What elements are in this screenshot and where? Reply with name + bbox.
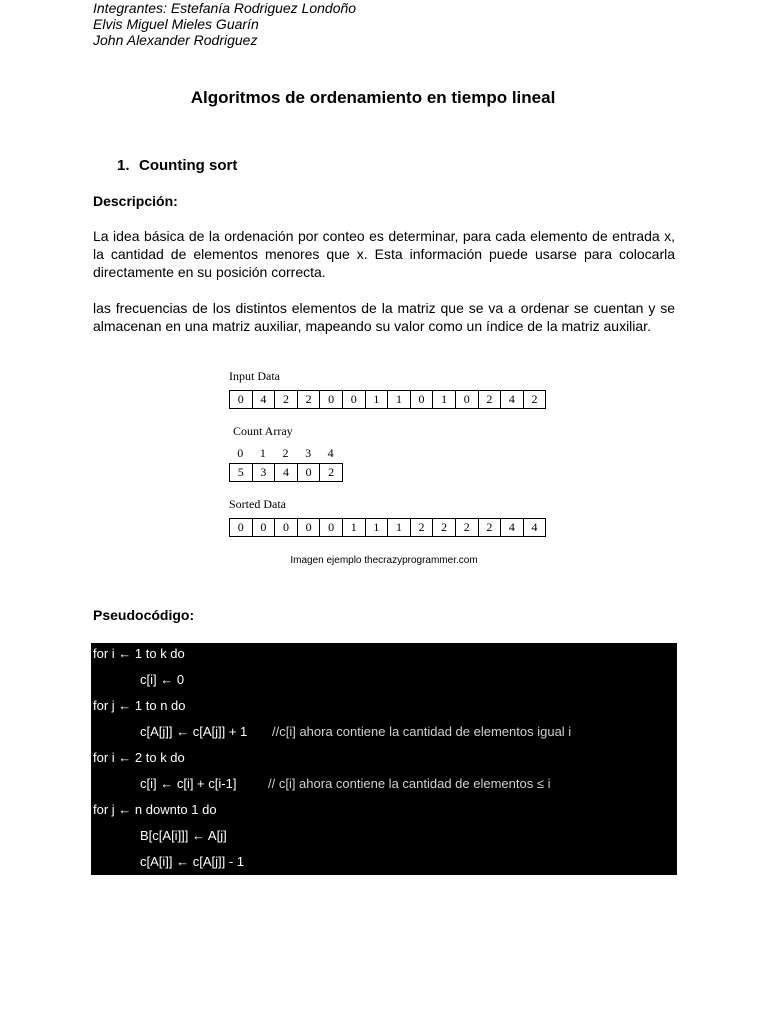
sorted-data-cell: 4 xyxy=(523,518,547,537)
sorted-data-array xyxy=(229,518,546,537)
code-line: c[i] ← c[i] + c[i-1] xyxy=(140,776,237,791)
authors-block xyxy=(93,0,356,48)
count-array xyxy=(229,463,343,482)
input-data-cell: 2 xyxy=(274,390,298,409)
paragraph-line: directamente en su posición correcta. xyxy=(93,264,326,280)
count-index-label: 2 xyxy=(282,446,289,460)
input-data-cell: 0 xyxy=(319,390,343,409)
input-data-cell: 0 xyxy=(342,390,366,409)
description-paragraph-2 xyxy=(93,299,675,335)
count-array-label: Count Array xyxy=(233,424,293,438)
sorted-data-cell: 4 xyxy=(500,518,524,537)
code-line: c[A[j]] ← c[A[j]] + 1 xyxy=(140,724,248,739)
input-data-cell: 0 xyxy=(455,390,479,409)
input-data-cell: 2 xyxy=(523,390,547,409)
sorted-data-cell: 1 xyxy=(365,518,389,537)
code-line: for i ← 1 to k do xyxy=(93,646,185,661)
author-line: Integrantes: Estefanía Rodriguez Londoño xyxy=(93,0,357,16)
input-data-label: Input Data xyxy=(229,369,280,383)
count-array-cell: 2 xyxy=(319,463,343,482)
code-comment: // c[i] ahora contiene la cantidad de elementos ≤ i xyxy=(268,776,551,791)
count-array-cell: 0 xyxy=(297,463,321,482)
sorted-data-cell: 2 xyxy=(432,518,456,537)
paragraph-line: La idea básica de la ordenación por conteo es determinar, para cada elemento de entrada x, xyxy=(93,228,675,244)
code-comment: //c[i] ahora contiene la cantidad de elementos igual i xyxy=(272,724,572,739)
input-data-cell: 1 xyxy=(432,390,456,409)
description-paragraph-1 xyxy=(93,227,675,281)
input-data-cell: 2 xyxy=(297,390,321,409)
sorted-data-cell: 0 xyxy=(319,518,343,537)
sorted-data-cell: 0 xyxy=(274,518,298,537)
input-data-cell: 0 xyxy=(229,390,253,409)
sorted-data-cell: 1 xyxy=(387,518,411,537)
paragraph-line: las frecuencias de los distintos elementos de la matriz que se va a ordenar se cuentan y se xyxy=(93,300,675,316)
code-line: B[c[A[i]]] ← A[j] xyxy=(140,828,227,843)
input-data-cell: 4 xyxy=(500,390,524,409)
author-line: John Alexander Rodriguez xyxy=(93,32,258,48)
code-line: c[A[i]] ← c[A[j]] - 1 xyxy=(140,854,245,869)
count-index-label: 4 xyxy=(327,446,334,460)
input-data-array xyxy=(229,390,546,409)
count-array-cell: 5 xyxy=(229,463,253,482)
code-line: for j ← 1 to n do xyxy=(93,698,186,713)
code-line: for i ← 2 to k do xyxy=(93,750,185,765)
count-array-cell: 3 xyxy=(252,463,276,482)
input-data-cell: 0 xyxy=(410,390,434,409)
count-index-label: 3 xyxy=(305,446,312,460)
author-line: Elvis Miguel Mieles Guarín xyxy=(93,16,259,32)
sorted-data-cell: 2 xyxy=(478,518,502,537)
figure-caption: Imagen ejemplo thecrazyprogrammer.com xyxy=(290,555,478,566)
page-title: Algoritmos de ordenamiento en tiempo lineal xyxy=(190,88,556,107)
code-line: c[i] ← 0 xyxy=(140,672,185,687)
section-name: Counting sort xyxy=(139,157,238,174)
description-label: Descripción: xyxy=(93,193,178,209)
input-data-cell: 1 xyxy=(387,390,411,409)
pseudocode-block xyxy=(91,643,677,875)
input-data-cell: 2 xyxy=(478,390,502,409)
sorted-data-cell: 0 xyxy=(297,518,321,537)
count-array-index-row xyxy=(229,446,342,461)
sorted-data-cell: 0 xyxy=(229,518,253,537)
input-data-cell: 4 xyxy=(252,390,276,409)
section-number: 1. xyxy=(117,157,130,174)
count-array-cell: 4 xyxy=(274,463,298,482)
count-index-label: 0 xyxy=(237,446,244,460)
sorted-data-cell: 2 xyxy=(455,518,479,537)
sorted-data-cell: 2 xyxy=(410,518,434,537)
input-data-cell: 1 xyxy=(365,390,389,409)
section-heading xyxy=(117,157,237,174)
sorted-data-label: Sorted Data xyxy=(229,497,286,511)
code-line: for j ← n downto 1 do xyxy=(93,802,217,817)
sorted-data-cell: 0 xyxy=(252,518,276,537)
pseudocode-label: Pseudocódigo: xyxy=(93,607,195,623)
sorted-data-cell: 1 xyxy=(342,518,366,537)
paragraph-line: almacenan en una matriz auxiliar, mapeando su valor como un índice de la matriz auxiliar. xyxy=(93,318,651,334)
paragraph-line: la cantidad de elementos menores que x. Esta información puede usarse para colocarla xyxy=(93,246,675,262)
count-index-label: 1 xyxy=(259,446,266,460)
